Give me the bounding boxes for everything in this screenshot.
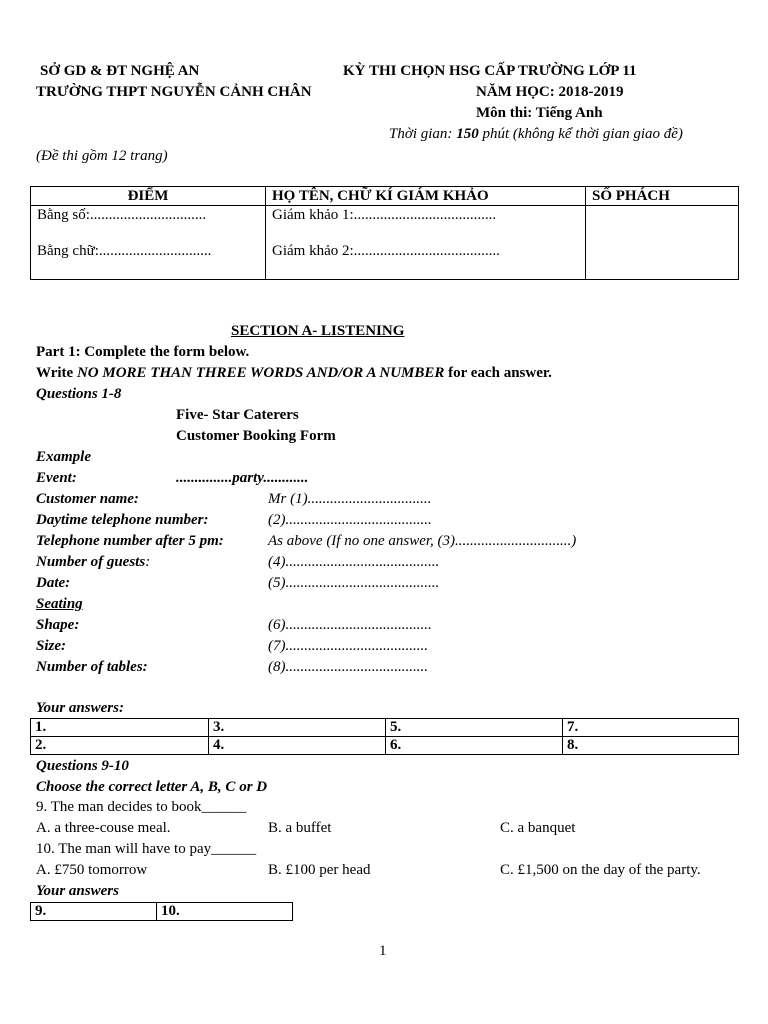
score-table — [30, 186, 739, 280]
date-blank[interactable]: (5)......................................... — [268, 575, 440, 591]
school-year: NĂM HỌC: 2018-2019 — [476, 84, 624, 100]
questions-1-8-label: Questions 1-8 — [36, 386, 122, 402]
answers-9-10-label: Your answers — [36, 883, 119, 899]
answer-cell-3[interactable]: 3. — [209, 719, 386, 737]
q9-option-a[interactable]: A. a three-couse meal. — [36, 820, 171, 836]
part1-instruction — [36, 364, 552, 382]
answer-cell-1[interactable]: 1. — [31, 719, 209, 737]
evening-phone-label: Telephone number after 5 pm: — [36, 533, 224, 549]
section-title: SECTION A- LISTENING — [231, 323, 405, 339]
score-number-line: Bằng số:............................... — [37, 207, 207, 223]
code-header: SỐ PHÁCH — [586, 187, 739, 206]
exam-subject: Môn thi: Tiếng Anh — [476, 105, 603, 121]
form-title: Customer Booking Form — [176, 428, 336, 444]
examiner-header: HỌ TÊN, CHỮ KÍ GIÁM KHẢO — [266, 187, 586, 206]
size-blank[interactable]: (7)...................................... — [268, 638, 428, 654]
answers-table-9-10 — [30, 902, 293, 921]
answer-cell-9[interactable]: 9. — [31, 903, 157, 921]
daytime-phone-label: Daytime telephone number: — [36, 512, 209, 528]
shape-label: Shape: — [36, 617, 80, 633]
questions-9-10-label: Questions 9-10 — [36, 758, 129, 774]
q10-option-c[interactable]: C. £1,500 on the day of the party. — [500, 862, 701, 878]
seating-heading: Seating — [36, 596, 83, 612]
form-company-title: Five- Star Caterers — [176, 407, 299, 423]
page-number: 1 — [379, 943, 387, 959]
answer-cell-8[interactable]: 8. — [563, 737, 739, 755]
event-value: ...............party............ — [176, 470, 309, 486]
answer-cell-5[interactable]: 5. — [386, 719, 563, 737]
example-label: Example — [36, 449, 91, 465]
exam-time — [389, 125, 683, 143]
q10-option-b[interactable]: B. £100 per head — [268, 862, 371, 878]
school-name: TRƯỜNG THPT NGUYỄN CẢNH CHÂN — [36, 84, 312, 100]
answer-cell-10[interactable]: 10. — [157, 903, 293, 921]
guests-label-colon: : — [145, 554, 151, 570]
evening-phone-blank[interactable]: As above (If no one answer, (3)...............................) — [268, 533, 577, 549]
event-label: Event: — [36, 470, 77, 486]
instruction-emphasis: NO MORE THAN THREE WORDS AND/OR A NUMBER — [76, 365, 445, 381]
q9-option-c[interactable]: C. a banquet — [500, 820, 576, 836]
question-9: 9. The man decides to book______ — [36, 799, 247, 815]
exam-title: KỲ THI CHỌN HSG CẤP TRƯỜNG LỚP 11 — [343, 63, 637, 79]
exam-time-suffix: phút (không kể thời gian giao đề) — [478, 126, 683, 142]
size-label: Size: — [36, 638, 66, 654]
guests-blank[interactable]: (4)......................................... — [268, 554, 440, 570]
examiner1-line: Giám khảo 1:...................................... — [272, 207, 497, 223]
examiner2-line: Giám khảo 2:....................................... — [272, 243, 500, 259]
q9-option-b[interactable]: B. a buffet — [268, 820, 332, 836]
customer-name-label: Customer name: — [36, 491, 139, 507]
answers-table-1-8 — [30, 718, 739, 755]
examiner-cell[interactable] — [266, 206, 586, 280]
score-words-line: Bằng chữ:.............................. — [37, 243, 212, 259]
exam-time-prefix: Thời gian: — [389, 126, 457, 142]
daytime-phone-blank[interactable]: (2)....................................... — [268, 512, 432, 528]
tables-blank[interactable]: (8)...................................... — [268, 659, 428, 675]
page-count-note: (Đề thi gồm 12 trang) — [36, 148, 168, 164]
answer-cell-4[interactable]: 4. — [209, 737, 386, 755]
answer-cell-6[interactable]: 6. — [386, 737, 563, 755]
q10-option-a[interactable]: A. £750 tomorrow — [36, 862, 148, 878]
instruction-suffix: for each answer. — [444, 365, 552, 381]
question-10: 10. The man will have to pay______ — [36, 841, 257, 857]
score-header: ĐIỂM — [31, 187, 266, 206]
date-label: Date: — [36, 575, 71, 591]
tables-label: Number of tables: — [36, 659, 148, 675]
answer-cell-2[interactable]: 2. — [31, 737, 209, 755]
part1-title: Part 1: Complete the form below. — [36, 344, 250, 360]
code-cell[interactable] — [586, 206, 739, 280]
guests-label — [36, 553, 150, 571]
answer-cell-7[interactable]: 7. — [563, 719, 739, 737]
department-name: SỞ GD & ĐT NGHỆ AN — [40, 63, 200, 79]
answers-label: Your answers: — [36, 700, 124, 716]
score-cell[interactable] — [31, 206, 266, 280]
exam-time-value: 150 — [456, 126, 479, 142]
customer-name-blank[interactable]: Mr (1)................................. — [268, 491, 432, 507]
shape-blank[interactable]: (6)....................................... — [268, 617, 432, 633]
guests-label-text: Number of guests — [36, 554, 146, 570]
mcq-instruction: Choose the correct letter A, B, C or D — [36, 779, 268, 795]
instruction-prefix: Write — [36, 365, 77, 381]
